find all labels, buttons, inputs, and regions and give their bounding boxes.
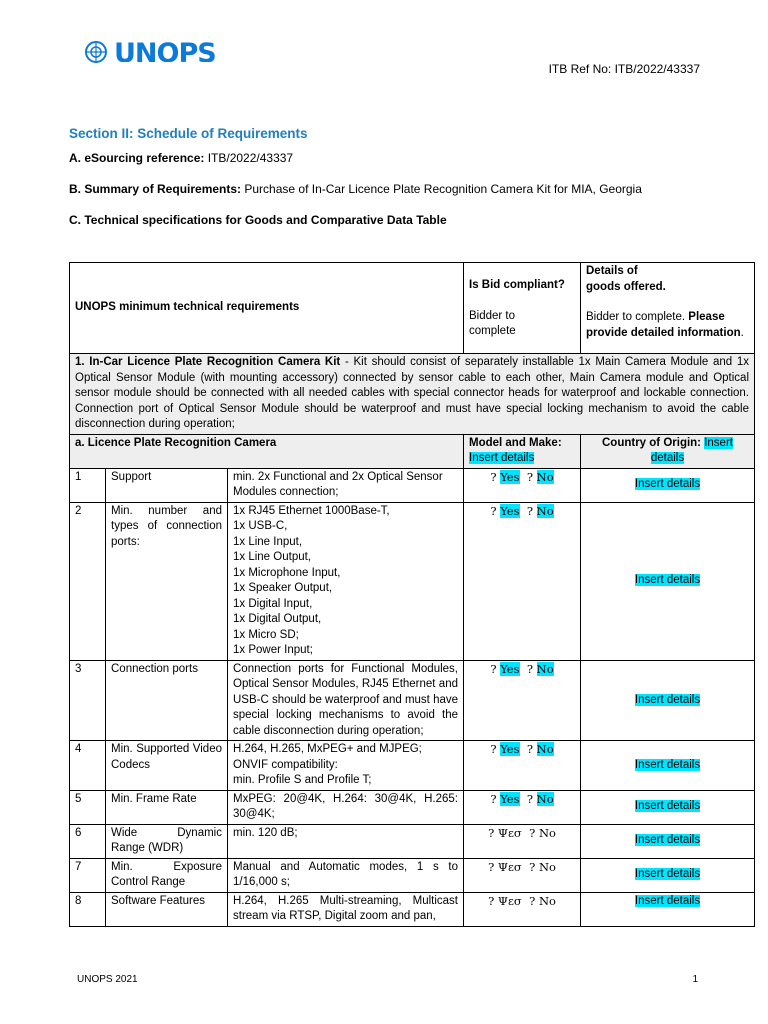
details-cell xyxy=(581,858,755,892)
row-spec: H.264, H.265 Multi-streaming, Multicast stream via RTSP, Digital zoom and pan, xyxy=(228,892,464,926)
row-spec: min. 120 dB; xyxy=(228,824,464,858)
summary-line xyxy=(69,182,642,196)
yes-option[interactable]: Ψεσ xyxy=(497,825,522,840)
summary-label: B. Summary of Requirements: xyxy=(69,182,242,196)
table-row xyxy=(70,502,755,660)
row-number: 4 xyxy=(70,741,106,791)
kit-description-cell xyxy=(70,354,755,435)
row-number: 2 xyxy=(70,502,106,660)
footer-copyright: UNOPS 2021 xyxy=(77,974,138,985)
compliance-choice: ? Yes ? No xyxy=(464,502,581,660)
row-number: 5 xyxy=(70,790,106,824)
country-origin-label: Country of Origin: xyxy=(602,436,702,449)
summary-value: Purchase of In-Car Licence Plate Recognition Camera Kit for MIA, Georgia xyxy=(241,182,642,196)
insert-details-input[interactable]: Insert details xyxy=(634,758,701,771)
yes-option[interactable]: Yes xyxy=(500,661,520,676)
table-row xyxy=(70,858,755,892)
row-name: Min. Supported Video Codecs xyxy=(106,741,228,791)
compliance-choice: ? Yes ? No xyxy=(464,790,581,824)
row-number: 1 xyxy=(70,468,106,502)
insert-details-input[interactable]: Insert details xyxy=(634,800,701,813)
row-name: Software Features xyxy=(106,892,228,926)
subsection-header-row xyxy=(70,434,755,468)
country-origin-input-2[interactable]: details xyxy=(650,452,685,464)
compliance-choice: ? Ψεσ ? No xyxy=(464,824,581,858)
subsection-title: a. Licence Plate Recognition Camera xyxy=(75,436,277,449)
insert-details-input[interactable]: Insert details xyxy=(634,868,701,881)
yes-option[interactable]: Ψεσ xyxy=(497,893,522,908)
row-name: Connection ports xyxy=(106,660,228,741)
details-note: Bidder to complete. Please provide detailed information. xyxy=(586,311,744,339)
model-make-input[interactable]: Insert details xyxy=(469,452,535,464)
yes-option[interactable]: Ψεσ xyxy=(497,859,522,874)
details-cell xyxy=(581,741,755,791)
no-option[interactable]: No xyxy=(538,893,556,908)
kit-description-row xyxy=(70,354,755,435)
no-option[interactable]: No xyxy=(536,469,554,484)
details-cell xyxy=(581,790,755,824)
table-row xyxy=(70,468,755,502)
row-number: 7 xyxy=(70,858,106,892)
row-spec: MxPEG: 20@4K, H.264: 30@4K, H.265: 30@4K; xyxy=(228,790,464,824)
no-option[interactable]: No xyxy=(536,742,554,756)
kit-title: 1. In-Car Licence Plate Recognition Camera Kit xyxy=(75,356,341,368)
table-row xyxy=(70,790,755,824)
compliance-choice: ? Yes ? No xyxy=(464,741,581,791)
no-option[interactable]: No xyxy=(536,661,554,676)
yes-option[interactable]: Yes xyxy=(500,791,520,806)
compliance-choice: ? Ψεσ ? No xyxy=(464,858,581,892)
row-number: 3 xyxy=(70,660,106,741)
no-option[interactable]: No xyxy=(538,859,556,874)
row-spec: H.264, H.265, MxPEG+ and MJPEG; ONVIF compatibility: min. Profile S and Profile T; xyxy=(228,741,464,791)
country-origin-input-1[interactable]: Insert xyxy=(704,436,733,449)
row-name: Min. Exposure Control Range xyxy=(106,858,228,892)
no-option[interactable]: No xyxy=(536,791,554,806)
row-spec: Connection ports for Functional Modules, Optical Sensor Modules, RJ45 Ethernet and USB-C should be waterproof and must have special locking mechanisms to avoid the cable disconnection during operation; xyxy=(228,660,464,741)
esourcing-value: ITB/2022/43337 xyxy=(204,151,294,165)
model-make-label: Model and Make: xyxy=(469,436,562,449)
esourcing-reference-line xyxy=(69,151,293,165)
no-option[interactable]: No xyxy=(536,503,554,518)
model-make-cell xyxy=(464,434,581,468)
row-spec: min. 2x Functional and 2x Optical Sensor Modules connection; xyxy=(228,468,464,502)
row-name: Min. number and types of connection ports: xyxy=(106,502,228,660)
unops-logo xyxy=(82,40,216,64)
technical-spec-line xyxy=(69,213,447,227)
row-number: 6 xyxy=(70,824,106,858)
logo-text: UNOPS xyxy=(114,42,216,62)
no-option[interactable]: No xyxy=(538,825,556,840)
requirements-header-cell xyxy=(70,263,464,354)
country-origin-cell xyxy=(581,434,755,468)
details-cell xyxy=(581,468,755,502)
insert-details-input[interactable]: Insert details xyxy=(634,834,701,847)
insert-details-input[interactable]: Insert details xyxy=(634,574,701,587)
details-header-cell xyxy=(581,263,755,354)
table-row xyxy=(70,741,755,791)
technical-spec-label: C. Technical specifications for Goods and Comparative Data Table xyxy=(69,213,447,227)
details-cell xyxy=(581,824,755,858)
details-cell xyxy=(581,660,755,741)
kit-description: - Kit should consist of separately installable 1x Main Camera Module and 1x Optical Sensor Module (with mounting accessory) connected by sensor cable to each other, Main Camera module and Optical sensor module should be connected with all needed cables with special connector heads for waterproof and lockable connection. Connection port of Optical Sensor Module should be waterproof and must have special locking mechanism to avoid the cable disconnection during operation; xyxy=(75,356,749,430)
page-number: 1 xyxy=(692,974,698,985)
table-row xyxy=(70,892,755,926)
compliant-question: Is Bid compliant? xyxy=(469,279,565,291)
insert-details-input[interactable]: Insert details xyxy=(634,894,701,907)
row-name: Min. Frame Rate xyxy=(106,790,228,824)
section-title: Section II: Schedule of Requirements xyxy=(69,126,308,141)
row-name: Wide Dynamic Range (WDR) xyxy=(106,824,228,858)
row-name: Support xyxy=(106,468,228,502)
compliance-choice: ? Yes ? No xyxy=(464,660,581,741)
compliance-choice: ? Ψεσ ? No xyxy=(464,892,581,926)
row-spec: Manual and Automatic modes, 1 s to 1/16,000 s; xyxy=(228,858,464,892)
compliance-choice: ? Yes ? No xyxy=(464,468,581,502)
details-cell xyxy=(581,892,755,926)
table-row xyxy=(70,824,755,858)
yes-option[interactable]: Yes xyxy=(500,469,520,484)
yes-option[interactable]: Yes xyxy=(500,742,520,756)
un-emblem-icon xyxy=(82,40,110,64)
insert-details-input[interactable]: Insert details xyxy=(634,693,701,706)
subsection-title-cell xyxy=(70,434,464,468)
details-cell xyxy=(581,502,755,660)
yes-option[interactable]: Yes xyxy=(500,503,520,518)
insert-details-input[interactable]: Insert details xyxy=(634,478,701,491)
compliant-header-cell xyxy=(464,263,581,354)
details-title-1: Details of xyxy=(586,265,638,277)
itb-reference: ITB Ref No: ITB/2022/43337 xyxy=(548,62,700,76)
table-row xyxy=(70,660,755,741)
requirements-table xyxy=(69,262,755,927)
table-header-row xyxy=(70,263,755,354)
requirements-header: UNOPS minimum technical requirements xyxy=(75,301,300,314)
compliant-note: Bidder to complete xyxy=(469,309,516,337)
details-title-2: goods offered. xyxy=(586,280,666,293)
esourcing-label: A. eSourcing reference: xyxy=(69,151,205,165)
row-number: 8 xyxy=(70,892,106,926)
row-spec: 1x RJ45 Ethernet 1000Base-T, 1x USB-C, 1x Line Input, 1x Line Output, 1x Microphone Input, 1x Speaker Output, 1x Digital Input, 1x Digital Output, 1x Micro SD; 1x Power Input; xyxy=(228,502,464,660)
